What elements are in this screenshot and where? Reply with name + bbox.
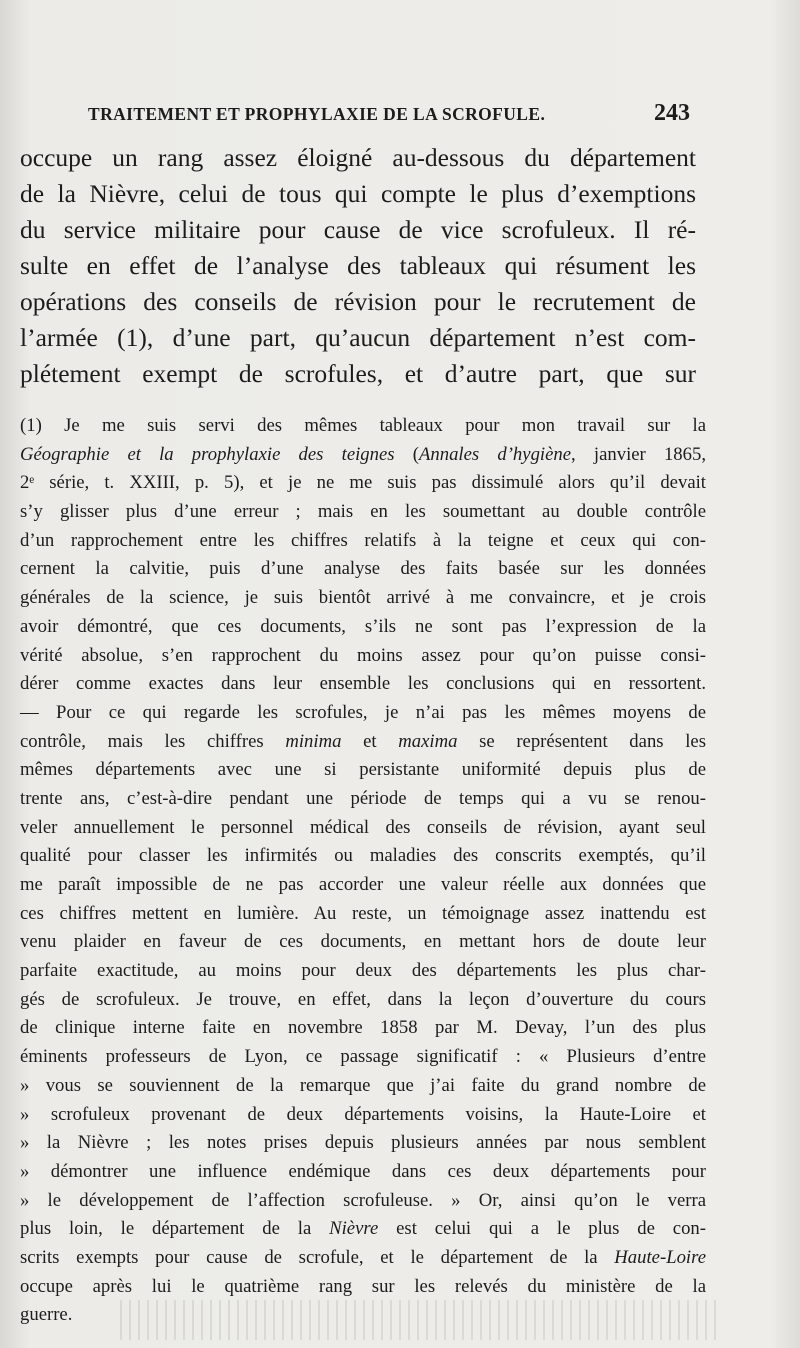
footnote-line: trente ans, c’est-à-dire pendant une période de temps qui a vu se renou- <box>20 787 706 809</box>
footnote-line: gés de scrofuleux. Je trouve, en effet, dans la leçon d’ouverture du cours <box>20 988 706 1010</box>
footnote-line: (1) Je me suis servi des mêmes tableaux pour mon travail sur la <box>20 415 706 436</box>
body-line: occupe un rang assez éloigné au-dessous du département <box>20 143 696 172</box>
footnote-line: vérité absolue, s’en rapprochent du moins assez pour qu’on puisse consi- <box>20 644 706 666</box>
footnote-line: » vous se souviennent de la remarque que j’ai faite du grand nombre de <box>20 1074 706 1096</box>
page-header <box>88 100 690 130</box>
footnote-line: veler annuellement le personnel médical des conseils de révision, ayant seul <box>20 816 706 838</box>
body-line: l’armée (1), d’une part, qu’aucun département n’est com- <box>20 323 696 352</box>
footnote-text: et <box>341 730 399 752</box>
footnote-line <box>20 1215 706 1244</box>
body-line: opérations des conseils de révision pour le recrutement de <box>20 287 696 316</box>
body-line: du service militaire pour cause de vice scrofuleux. Il ré- <box>20 215 696 244</box>
main-paragraph <box>20 140 696 392</box>
footnote-italic: Géographie et la prophylaxie des teignes <box>20 443 395 465</box>
bleed-through-texture <box>120 1300 720 1340</box>
footnote-line: qualité pour classer les infirmités ou maladies des conscrits exemptés, qu’il <box>20 845 706 867</box>
footnote-line: dérer comme exactes dans leur ensemble les conclusions qui en ressortent. <box>20 673 706 695</box>
footnote-italic: Nièvre <box>329 1218 379 1240</box>
footnote-line: d’un rapprochement entre les chiffres relatifs à la teigne et ceux qui con- <box>20 529 706 551</box>
footnote-italic: maxima <box>398 730 458 752</box>
body-line: sulte en effet de l’analyse des tableaux qui résument les <box>20 251 696 280</box>
footnote-line: 2ᵉ série, t. XXIII, p. 5), et je ne me suis pas dissimulé alors qu’il devait <box>20 472 706 494</box>
footnote-line: » la Nièvre ; les notes prises depuis plusieurs années par nous semblent <box>20 1132 706 1154</box>
page-number: 243 <box>654 100 690 126</box>
footnote-text: , janvier 1865, <box>571 443 706 465</box>
footnote-line: cernent la calvitie, puis d’une analyse des faits basée sur les données <box>20 558 706 580</box>
footnote-line: me paraît impossible de ne pas accorder une valeur réelle aux données que <box>20 874 706 895</box>
footnote-text: ( <box>394 443 419 465</box>
footnote-italic: Annales d’hygiène <box>418 443 572 465</box>
body-line: plétement exempt de scrofules, et d’autre part, que sur <box>20 359 696 388</box>
footnote-line: » démontrer une influence endémique dans ces deux départements pour <box>20 1160 706 1182</box>
footnote-italic: Haute-Loire <box>614 1246 706 1268</box>
footnote-line <box>20 728 706 757</box>
footnote-italic: minima <box>285 730 342 752</box>
footnote-line: générales de la science, je suis bientôt arrivé à me convaincre, et je crois <box>20 587 706 609</box>
footnote-line: parfaite exactitude, au moins pour deux des départements les plus char- <box>20 960 706 982</box>
running-title: TRAITEMENT ET PROPHYLAXIE DE LA SCROFULE. <box>88 104 546 124</box>
footnote-text: se représentent dans les <box>457 730 706 752</box>
footnote-line: venu plaider en faveur de ces documents, en mettant hors de doute leur <box>20 931 706 953</box>
footnote-line: de clinique interne faite en novembre 1858 par M. Devay, l’un des plus <box>20 1017 706 1039</box>
footnote-line: » scrofuleux provenant de deux départements voisins, la Haute-Loire et <box>20 1103 706 1125</box>
footnote-line: éminents professeurs de Lyon, ce passage significatif : « Plusieurs d’entre <box>20 1046 706 1068</box>
footnote-line: ces chiffres mettent en lumière. Au reste, un témoignage assez inattendu est <box>20 902 706 924</box>
footnote-line: guerre. <box>20 1304 73 1326</box>
footnote-line <box>20 1244 706 1273</box>
footnote-line: » le développement de l’affection scrofuleuse. » Or, ainsi qu’on le verra <box>20 1189 706 1211</box>
footnote-line: mêmes départements avec une si persistante uniformité depuis plus de <box>20 759 706 781</box>
footnote-text: plus loin, le département de la <box>20 1218 330 1240</box>
footnote-text: contrôle, mais les chiffres <box>20 730 286 752</box>
footnote-text: scrits exempts pour cause de scrofule, et le département de la <box>20 1246 615 1268</box>
footnote-line <box>20 441 706 470</box>
footnote-line: occupe après lui le quatrième rang sur les relevés du ministère de la <box>20 1275 706 1297</box>
footnote-line: s’y glisser plus d’une erreur ; mais en les soumettant au double contrôle <box>20 501 706 523</box>
footnote-text: est celui qui a le plus de con- <box>378 1218 706 1240</box>
footnote-line: avoir démontré, que ces documents, s’ils ne sont pas l’expression de la <box>20 615 706 637</box>
footnote <box>20 412 706 1330</box>
footnote-line: — Pour ce qui regarde les scrofules, je n’ai pas les mêmes moyens de <box>20 701 706 723</box>
body-line: de la Nièvre, celui de tous qui compte le plus d’exemptions <box>20 179 696 208</box>
